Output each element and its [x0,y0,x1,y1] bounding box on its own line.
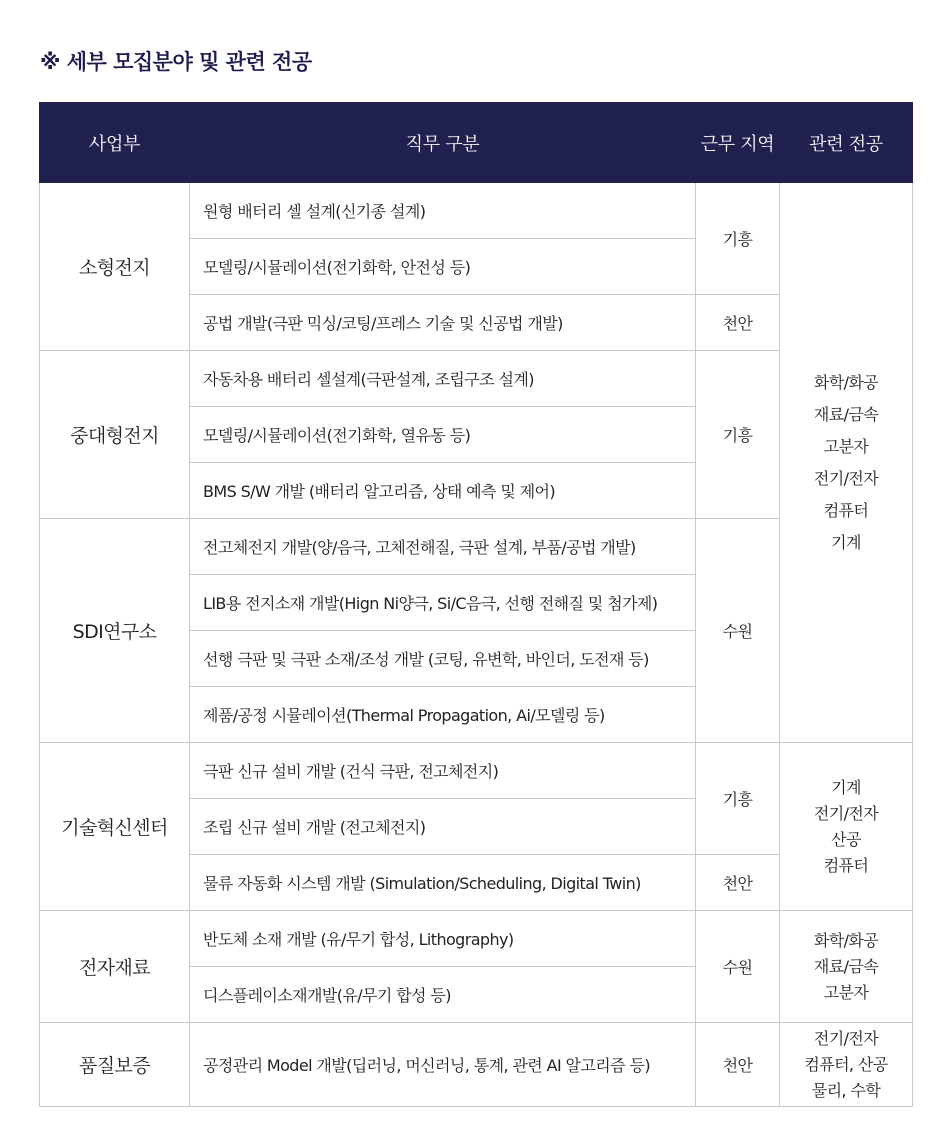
major-cell [780,911,913,1023]
major-item: 화학/화공 [813,930,879,950]
location-cell: 수원 [696,911,780,1023]
major-item: 물리, 수학 [811,1080,881,1100]
department-cell: 전자재료 [40,911,190,1023]
table-row [40,183,913,239]
job-cell: 선행 극판 및 극판 소재/조성 개발 (코팅, 유변학, 바인더, 도전재 등) [190,631,696,687]
header-department: 사업부 [40,103,190,183]
job-cell: LIB용 전지소재 개발(Hign Ni양극, Si/C음극, 선행 전해질 및 첨가제) [190,575,696,631]
job-cell: 반도체 소재 개발 (유/무기 합성, Lithography) [190,911,696,967]
major-item: 기계 [831,532,861,552]
job-cell: 공법 개발(극판 믹싱/코팅/프레스 기술 및 신공법 개발) [190,295,696,351]
department-cell: 소형전지 [40,183,190,351]
header-location: 근무 지역 [696,103,780,183]
page-title: ※ 세부 모집분야 및 관련 전공 [40,50,312,74]
job-cell: 모델링/시뮬레이션(전기화학, 안전성 등) [190,239,696,295]
major-item: 화학/화공 [813,372,879,392]
table-row [40,743,913,799]
header-major: 관련 전공 [780,103,913,183]
job-cell: 디스플레이소재개발(유/무기 합성 등) [190,967,696,1023]
major-item: 고분자 [823,982,869,1002]
major-cell [780,743,913,911]
department-cell: 기술혁신센터 [40,743,190,911]
major-item: 컴퓨터 [823,500,869,520]
major-item: 재료/금속 [813,404,879,424]
job-cell: BMS S/W 개발 (배터리 알고리즘, 상태 예측 및 제어) [190,463,696,519]
recruitment-table [39,102,913,1107]
job-cell: 제품/공정 시뮬레이션(Thermal Propagation, Ai/모델링 등) [190,687,696,743]
major-item: 기계 [831,777,861,797]
location-cell: 기흥 [696,183,780,295]
major-cell [780,183,913,743]
job-cell: 극판 신규 설비 개발 (건식 극판, 전고체전지) [190,743,696,799]
job-cell: 물류 자동화 시스템 개발 (Simulation/Scheduling, Digital Twin) [190,855,696,911]
location-cell: 천안 [696,295,780,351]
location-cell: 기흥 [696,743,780,855]
department-cell: SDI연구소 [40,519,190,743]
major-item: 재료/금속 [813,956,879,976]
major-item: 산공 [831,829,861,849]
major-item: 전기/전자 [813,468,879,488]
location-cell: 수원 [696,519,780,743]
table-header-row [40,103,913,183]
major-item: 고분자 [823,436,869,456]
job-cell: 원형 배터리 셀 설계(신기종 설계) [190,183,696,239]
major-item: 전기/전자 [813,803,879,823]
department-cell: 품질보증 [40,1023,190,1107]
job-cell: 공정관리 Model 개발(딥러닝, 머신러닝, 통계, 관련 AI 알고리즘 등) [190,1023,696,1107]
location-cell: 기흥 [696,351,780,519]
table-row [40,911,913,967]
major-item: 컴퓨터, 산공 [804,1054,888,1074]
major-item: 컴퓨터 [823,855,869,875]
job-cell: 모델링/시뮬레이션(전기화학, 열유동 등) [190,407,696,463]
job-cell: 조립 신규 설비 개발 (전고체전지) [190,799,696,855]
department-cell: 중대형전지 [40,351,190,519]
location-cell: 천안 [696,1023,780,1107]
header-job: 직무 구분 [190,103,696,183]
job-cell: 자동차용 배터리 셀설계(극판설계, 조립구조 설계) [190,351,696,407]
job-cell: 전고체전지 개발(양/음극, 고체전해질, 극판 설계, 부품/공법 개발) [190,519,696,575]
table-row [40,1023,913,1107]
major-item: 전기/전자 [813,1028,879,1048]
major-cell [780,1023,913,1107]
location-cell: 천안 [696,855,780,911]
